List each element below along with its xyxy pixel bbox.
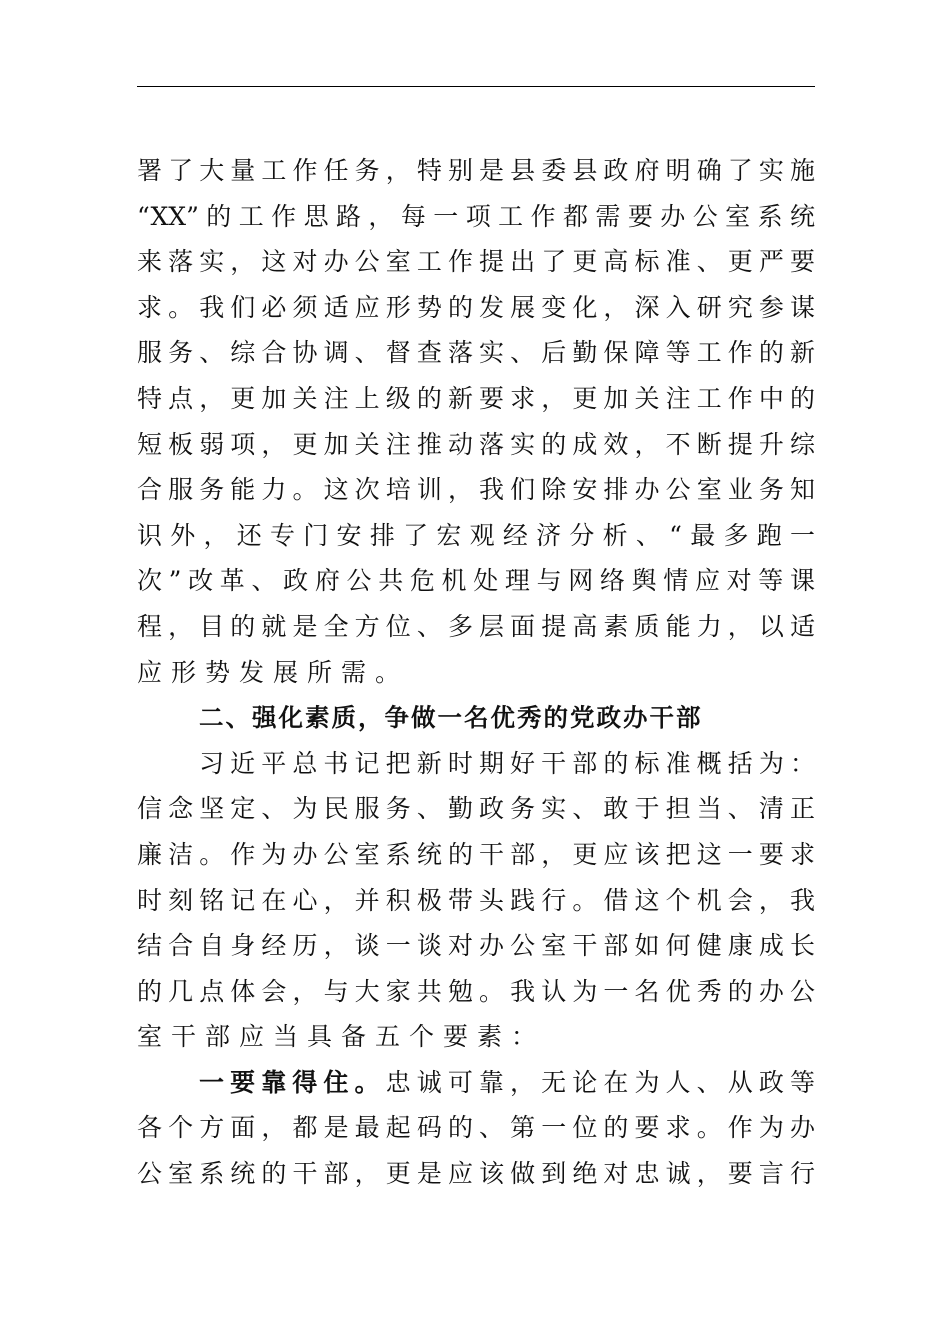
text-line: 室干部应当具备五个要素： xyxy=(137,1022,546,1052)
text-line: 识外，还专门安排了宏观经济分析、“最多跑一 xyxy=(137,520,815,550)
text-line: 廉洁。作为办公室系统的干部，更应该把这一要求 xyxy=(137,839,815,869)
text-line: 程，目的就是全方位、多层面提高素质能力，以适 xyxy=(137,611,815,641)
text-line: 来落实，这对办公室工作提出了更高标准、更严要 xyxy=(137,247,815,277)
text-line: 的几点体会，与大家共勉。我认为一名优秀的办公 xyxy=(137,976,815,1006)
text-line: 公室系统的干部，更是应该做到绝对忠诚，要言行 xyxy=(137,1159,815,1189)
section-heading: 二、强化素质，争做一名优秀的党政办干部 xyxy=(199,703,703,733)
text-line: 信念坚定、为民服务、勤政务实、敢于担当、清正 xyxy=(137,794,815,824)
text-line: 习近平总书记把新时期好干部的标准概括为： xyxy=(199,748,815,778)
point-one-text: 忠诚可靠，无论在为人、从政等 xyxy=(385,1067,815,1097)
text-line: 合服务能力。这次培训，我们除安排办公室业务知 xyxy=(137,475,815,505)
document-body xyxy=(137,148,815,1197)
point-one-lead: 一要靠得住。 xyxy=(199,1067,386,1097)
point-one-line xyxy=(137,1060,815,1106)
text-line: 短板弱项，更加关注推动落实的成效，不断提升综 xyxy=(137,429,815,459)
text-line: 结合自身经历，谈一谈对办公室干部如何健康成长 xyxy=(137,931,815,961)
header-rule xyxy=(137,86,815,87)
text-line: “XX”的工作思路，每一项工作都需要办公室系统 xyxy=(137,201,815,231)
text-line: 求。我们必须适应形势的发展变化，深入研究参谋 xyxy=(137,292,815,322)
text-line: 特点，更加关注上级的新要求，更加关注工作中的 xyxy=(137,383,815,413)
text-line: 各个方面，都是最起码的、第一位的要求。作为办 xyxy=(137,1113,815,1143)
text-line: 署了大量工作任务，特别是县委县政府明确了实施 xyxy=(137,156,815,185)
text-line: 时刻铭记在心，并积极带头践行。借这个机会，我 xyxy=(137,885,815,915)
text-line: 服务、综合协调、督查落实、后勤保障等工作的新 xyxy=(137,338,815,368)
text-line: 应形势发展所需。 xyxy=(137,657,410,687)
text-line: 次”改革、政府公共危机处理与网络舆情应对等课 xyxy=(137,566,815,596)
